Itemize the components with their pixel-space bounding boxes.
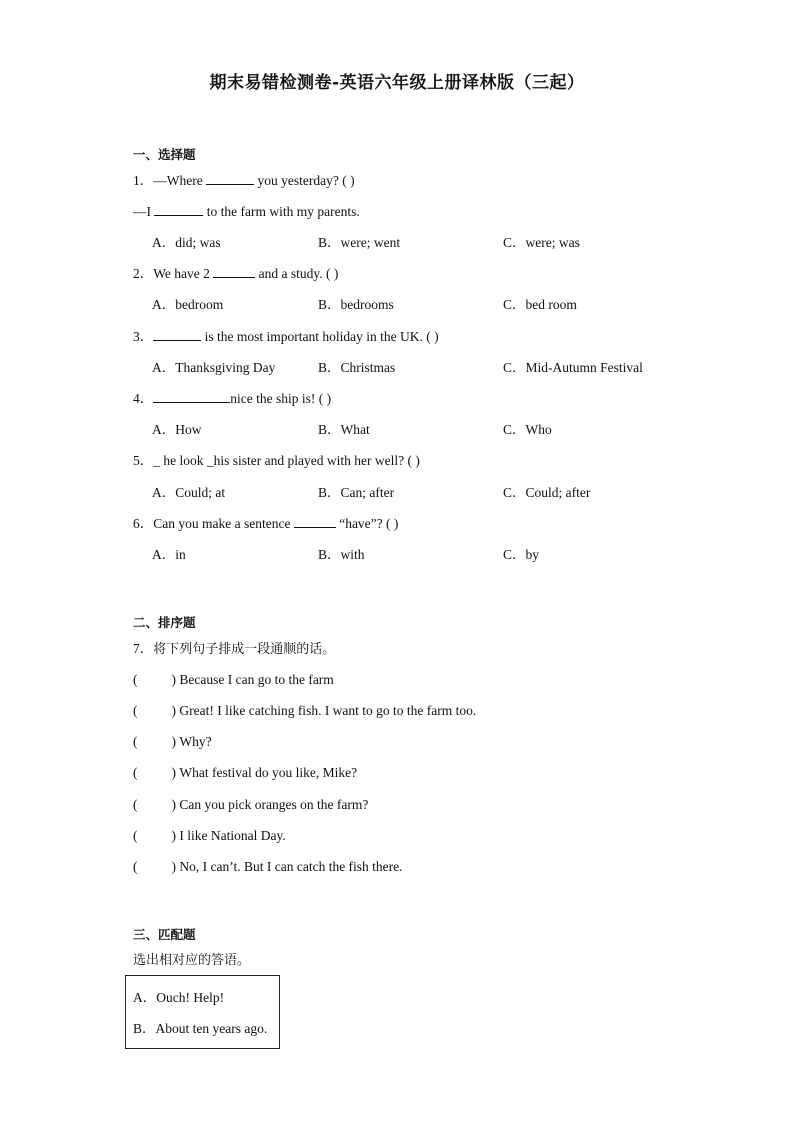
option-c[interactable]: C．were; was [503, 235, 580, 250]
option-c[interactable]: C．Mid-Autumn Festival [503, 360, 643, 375]
paren-close: ) [171, 797, 176, 812]
question-text: Can you make a sentence [153, 516, 294, 531]
paren-close: ) [171, 859, 176, 874]
question-number: 5． [133, 453, 154, 468]
option-b[interactable]: B．Christmas [318, 360, 396, 375]
order-item [133, 827, 286, 845]
answer-blank[interactable] [154, 203, 203, 216]
option-c[interactable]: C．Who [503, 422, 552, 437]
answer-blank[interactable] [153, 390, 230, 403]
question-3 [133, 328, 439, 346]
paren-close: ) [171, 828, 176, 843]
question-1 [133, 172, 355, 190]
paren-open: ( [133, 797, 138, 812]
option-b[interactable]: B．were; went [318, 235, 401, 250]
question-text: We have 2 [153, 266, 214, 281]
paren-open: ( [133, 765, 138, 780]
answer-blank[interactable] [213, 265, 255, 278]
question-number: 6． [133, 516, 154, 531]
question-6 [133, 515, 398, 533]
question-text: and a study. ( ) [255, 266, 339, 281]
question-5 [133, 452, 420, 470]
option-b[interactable]: B．with [318, 547, 365, 562]
order-item-text: Because I can go to the farm [179, 672, 334, 687]
option-a[interactable]: A．Thanksgiving Day [152, 360, 276, 375]
paren-open: ( [133, 734, 138, 749]
paren-close: ) [171, 765, 176, 780]
option-a[interactable]: A．in [152, 547, 186, 562]
option-a[interactable]: A．Could; at [152, 485, 226, 500]
order-item [133, 796, 368, 814]
option-c[interactable]: C．bed room [503, 297, 577, 312]
question-text: _ he look _his sister and played with her well? ( ) [153, 453, 420, 468]
option-c[interactable]: C．by [503, 547, 540, 562]
order-item-text: What festival do you like, Mike? [179, 765, 358, 780]
question-text: —Where [153, 173, 207, 188]
paren-open: ( [133, 828, 138, 843]
match-options-box [125, 975, 280, 1049]
match-instruction: 选出相对应的答语。 [133, 953, 251, 968]
option-b[interactable]: B．Can; after [318, 485, 395, 500]
page-title: 期末易错检测卷-英语六年级上册译林版（三起） [209, 73, 585, 93]
section-heading-choice: 一、选择题 [133, 147, 196, 162]
order-item-text: Why? [179, 734, 212, 749]
order-item-text: Can you pick oranges on the farm? [179, 797, 369, 812]
answer-blank[interactable] [206, 172, 254, 185]
order-item-text: Great! I like catching fish. I want to go to the farm too. [179, 703, 477, 718]
order-item [133, 733, 212, 751]
question-text: “have”? ( ) [335, 516, 399, 531]
question-number: 2． [133, 266, 154, 281]
option-a[interactable]: A．did; was [152, 235, 221, 250]
match-option-a[interactable]: A．Ouch! Help! [133, 990, 225, 1005]
question-number: 4． [133, 391, 154, 406]
paren-open: ( [133, 703, 138, 718]
question-number: 7． [133, 641, 154, 656]
question-1-line-2 [133, 203, 360, 221]
answer-blank[interactable] [153, 328, 201, 341]
question-text: is the most important holiday in the UK. ( ) [201, 329, 439, 344]
order-item-text: No, I can’t. But I can catch the fish there. [179, 859, 403, 874]
paren-open: ( [133, 672, 138, 687]
order-item [133, 671, 334, 689]
question-text: to the farm with my parents. [203, 204, 360, 219]
paren-open: ( [133, 859, 138, 874]
order-item [133, 764, 357, 782]
question-text: —I [133, 204, 155, 219]
option-a[interactable]: A．How [152, 422, 202, 437]
question-text: nice the ship is! ( ) [230, 391, 332, 406]
paren-close: ) [171, 734, 176, 749]
question-4 [133, 390, 331, 408]
option-c[interactable]: C．Could; after [503, 485, 591, 500]
answer-blank[interactable] [294, 515, 336, 528]
question-7 [133, 640, 335, 659]
order-item [133, 858, 403, 876]
question-number: 3． [133, 329, 154, 344]
section-heading-match: 三、匹配题 [133, 927, 196, 942]
question-2 [133, 265, 338, 283]
section-heading-order: 二、排序题 [133, 615, 196, 630]
question-instruction: 将下列句子排成一段通顺的话。 [153, 642, 336, 657]
question-number: 1． [133, 173, 154, 188]
order-item-text: I like National Day. [179, 828, 286, 843]
match-option-b[interactable]: B．About ten years ago. [133, 1021, 268, 1036]
option-a[interactable]: A．bedroom [152, 297, 224, 312]
order-item [133, 702, 476, 720]
option-b[interactable]: B．What [318, 422, 370, 437]
option-b[interactable]: B．bedrooms [318, 297, 394, 312]
question-text: you yesterday? ( ) [254, 173, 355, 188]
paren-close: ) [171, 672, 176, 687]
paren-close: ) [171, 703, 176, 718]
